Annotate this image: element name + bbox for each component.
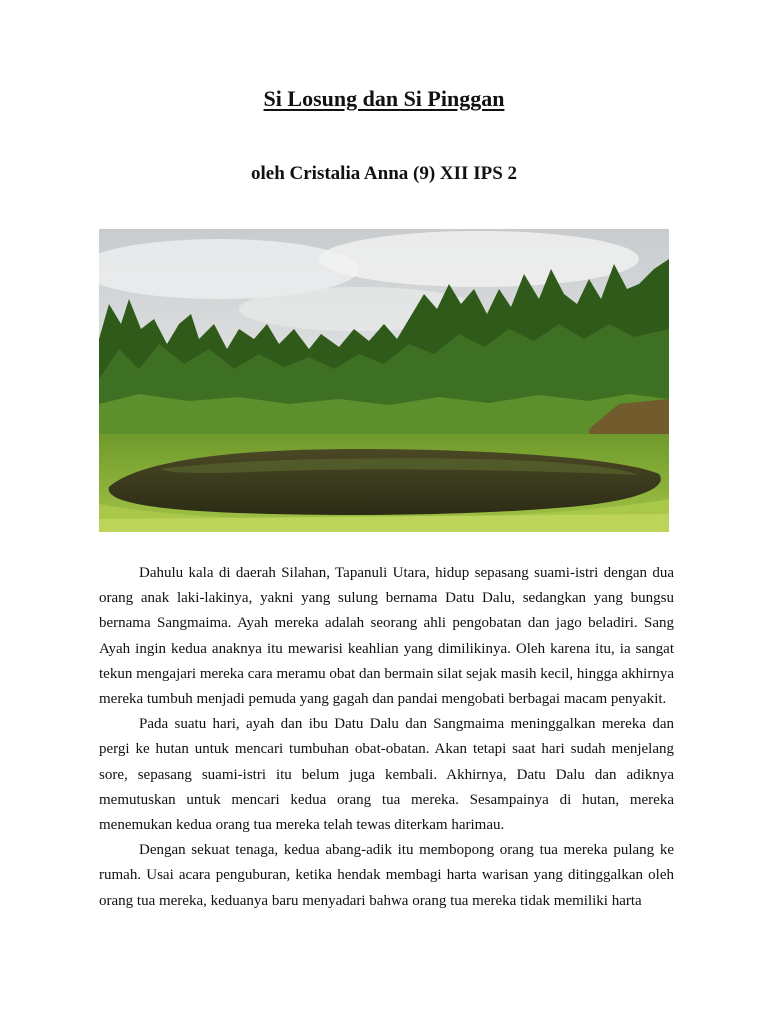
paragraph: Pada suatu hari, ayah dan ibu Datu Dalu dan Sangmaima meninggalkan mereka dan pergi ke hutan untuk mencari tumbuhan obat-obatan. Akan tetapi saat hari sudah menjelang sore, sepasang suami-istri itu belum juga kembali. Akhirnya, Datu Dalu dan adiknya memutuskan untuk mencari kedua orang tua mereka. Sesampainya di hutan, mereka menemukan kedua orang tua mereka telah tewas diterkam harimau. bbox=[99, 716, 674, 834]
lake-photo bbox=[99, 229, 669, 532]
paragraph: Dahulu kala di daerah Silahan, Tapanuli Utara, hidup sepasang suami-istri dengan dua orang anak laki-lakinya, yakni yang sulung bernama Datu Dalu, sedangkan yang bungsu bernama Sangmaima. Ayah mereka adalah seorang ahli pengobatan dan jago beladiri. Sang Ayah ingin kedua anaknya itu mewarisi keahlian yang dimilikinya. Oleh karena itu, ia sangat tekun mengajari mereka cara meramu obat dan bermain silat sejak masih kecil, hingga akhirnya mereka tumbuh menjadi pemuda yang gagah dan pandai mengobati berbagai macam penyakit. bbox=[99, 565, 674, 708]
story-body bbox=[99, 561, 674, 914]
paragraph: Dengan sekuat tenaga, kedua abang-adik itu membopong orang tua mereka pulang ke rumah. Usai acara penguburan, ketika hendak membagi harta warisan yang ditinggalkan oleh orang tua mereka, keduanya baru menyadari bahwa orang tua mereka tidak memiliki harta bbox=[99, 842, 674, 909]
author-byline: oleh Cristalia Anna (9) XII IPS 2 bbox=[250, 163, 518, 184]
document-title: Si Losung dan Si Pinggan bbox=[263, 86, 505, 111]
